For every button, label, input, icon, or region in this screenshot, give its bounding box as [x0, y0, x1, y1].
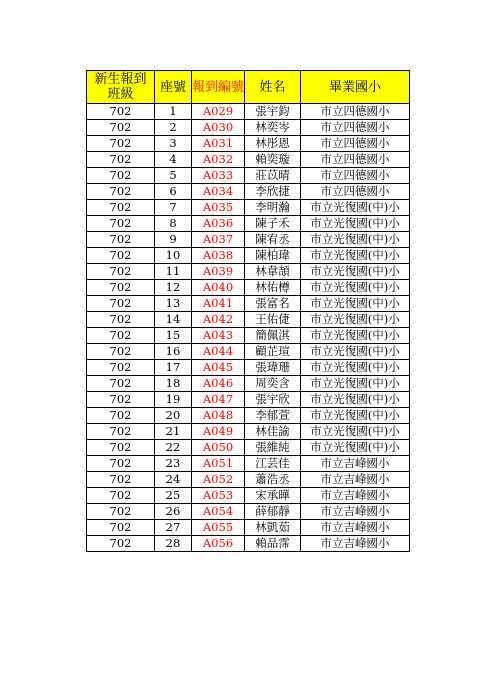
cell-school: 市立光復國(中)小 — [301, 232, 410, 248]
cell-report-no: A056 — [192, 536, 245, 552]
cell-seat: 15 — [155, 328, 192, 344]
table-header — [87, 71, 410, 104]
cell-class: 702 — [87, 392, 155, 408]
table-row — [87, 504, 410, 520]
cell-school: 市立四德國小 — [301, 184, 410, 200]
cell-seat: 14 — [155, 312, 192, 328]
header-name: 姓名 — [245, 71, 301, 104]
table-row — [87, 232, 410, 248]
table-row — [87, 344, 410, 360]
cell-seat: 24 — [155, 472, 192, 488]
cell-seat: 18 — [155, 376, 192, 392]
table-row — [87, 152, 410, 168]
cell-class: 702 — [87, 328, 155, 344]
student-roster-table — [86, 70, 410, 552]
cell-seat: 9 — [155, 232, 192, 248]
cell-report-no: A049 — [192, 424, 245, 440]
cell-seat: 2 — [155, 120, 192, 136]
cell-class: 702 — [87, 184, 155, 200]
cell-seat: 10 — [155, 248, 192, 264]
cell-seat: 16 — [155, 344, 192, 360]
table-row — [87, 184, 410, 200]
cell-report-no: A039 — [192, 264, 245, 280]
cell-school: 市立光復國(中)小 — [301, 264, 410, 280]
cell-school: 市立吉峰國小 — [301, 488, 410, 504]
cell-seat: 26 — [155, 504, 192, 520]
cell-seat: 21 — [155, 424, 192, 440]
cell-school: 市立四德國小 — [301, 104, 410, 120]
cell-name: 林佑樽 — [245, 280, 301, 296]
cell-report-no: A050 — [192, 440, 245, 456]
cell-seat: 7 — [155, 200, 192, 216]
header-report-no: 報到編號 — [192, 71, 245, 104]
header-row — [87, 71, 410, 104]
cell-report-no: A046 — [192, 376, 245, 392]
cell-school: 市立吉峰國小 — [301, 456, 410, 472]
cell-seat: 19 — [155, 392, 192, 408]
table-row — [87, 328, 410, 344]
cell-school: 市立光復國(中)小 — [301, 296, 410, 312]
cell-class: 702 — [87, 536, 155, 552]
cell-name: 李郁萱 — [245, 408, 301, 424]
cell-report-no: A031 — [192, 136, 245, 152]
cell-school: 市立光復國(中)小 — [301, 328, 410, 344]
table-row — [87, 456, 410, 472]
cell-school: 市立吉峰國小 — [301, 472, 410, 488]
cell-name: 陳柏瑋 — [245, 248, 301, 264]
cell-class: 702 — [87, 424, 155, 440]
cell-name: 林奕岑 — [245, 120, 301, 136]
cell-class: 702 — [87, 152, 155, 168]
cell-school: 市立光復國(中)小 — [301, 424, 410, 440]
cell-report-no: A045 — [192, 360, 245, 376]
table-row — [87, 440, 410, 456]
cell-name: 顧芷瑄 — [245, 344, 301, 360]
cell-class: 702 — [87, 472, 155, 488]
cell-name: 江芸佳 — [245, 456, 301, 472]
cell-seat: 12 — [155, 280, 192, 296]
cell-class: 702 — [87, 120, 155, 136]
cell-school: 市立四德國小 — [301, 168, 410, 184]
header-class-line2: 班級 — [107, 87, 134, 102]
cell-report-no: A037 — [192, 232, 245, 248]
table-row — [87, 248, 410, 264]
cell-name: 張富名 — [245, 296, 301, 312]
cell-class: 702 — [87, 200, 155, 216]
table-row — [87, 376, 410, 392]
cell-class: 702 — [87, 488, 155, 504]
cell-name: 張維純 — [245, 440, 301, 456]
cell-class: 702 — [87, 440, 155, 456]
table-row — [87, 408, 410, 424]
cell-seat: 1 — [155, 104, 192, 120]
table-row — [87, 520, 410, 536]
cell-name: 薛郁靜 — [245, 504, 301, 520]
cell-seat: 13 — [155, 296, 192, 312]
cell-seat: 11 — [155, 264, 192, 280]
cell-name: 李欣捷 — [245, 184, 301, 200]
table-row — [87, 280, 410, 296]
cell-school: 市立光復國(中)小 — [301, 344, 410, 360]
cell-class: 702 — [87, 168, 155, 184]
table-row — [87, 392, 410, 408]
table-row — [87, 104, 410, 120]
cell-class: 702 — [87, 408, 155, 424]
cell-report-no: A041 — [192, 296, 245, 312]
cell-class: 702 — [87, 456, 155, 472]
cell-seat: 22 — [155, 440, 192, 456]
cell-school: 市立光復國(中)小 — [301, 200, 410, 216]
cell-report-no: A053 — [192, 488, 245, 504]
cell-name: 賴奕璇 — [245, 152, 301, 168]
cell-school: 市立四德國小 — [301, 136, 410, 152]
cell-name: 蕭浩丞 — [245, 472, 301, 488]
table-row — [87, 200, 410, 216]
table-row — [87, 120, 410, 136]
cell-name: 陳子禾 — [245, 216, 301, 232]
table-row — [87, 264, 410, 280]
cell-class: 702 — [87, 504, 155, 520]
cell-report-no: A054 — [192, 504, 245, 520]
cell-report-no: A038 — [192, 248, 245, 264]
cell-name: 李明瀚 — [245, 200, 301, 216]
cell-name: 張宇鈞 — [245, 104, 301, 120]
cell-report-no: A047 — [192, 392, 245, 408]
cell-name: 林凱茹 — [245, 520, 301, 536]
cell-seat: 8 — [155, 216, 192, 232]
cell-class: 702 — [87, 376, 155, 392]
table-row — [87, 168, 410, 184]
cell-report-no: A030 — [192, 120, 245, 136]
cell-school: 市立光復國(中)小 — [301, 312, 410, 328]
cell-class: 702 — [87, 280, 155, 296]
cell-school: 市立光復國(中)小 — [301, 440, 410, 456]
table-row — [87, 536, 410, 552]
cell-seat: 6 — [155, 184, 192, 200]
cell-school: 市立吉峰國小 — [301, 536, 410, 552]
table-row — [87, 424, 410, 440]
cell-name: 簡佩淇 — [245, 328, 301, 344]
cell-seat: 23 — [155, 456, 192, 472]
cell-report-no: A048 — [192, 408, 245, 424]
cell-class: 702 — [87, 264, 155, 280]
header-school: 畢業國小 — [301, 71, 410, 104]
cell-school: 市立四德國小 — [301, 152, 410, 168]
table-row — [87, 472, 410, 488]
cell-report-no: A043 — [192, 328, 245, 344]
cell-seat: 17 — [155, 360, 192, 376]
cell-school: 市立吉峰國小 — [301, 520, 410, 536]
cell-name: 陳宥丞 — [245, 232, 301, 248]
cell-report-no: A055 — [192, 520, 245, 536]
cell-class: 702 — [87, 136, 155, 152]
cell-class: 702 — [87, 216, 155, 232]
cell-report-no: A034 — [192, 184, 245, 200]
cell-school: 市立光復國(中)小 — [301, 216, 410, 232]
cell-school: 市立光復國(中)小 — [301, 392, 410, 408]
cell-seat: 3 — [155, 136, 192, 152]
header-class — [87, 71, 155, 104]
cell-class: 702 — [87, 232, 155, 248]
cell-report-no: A036 — [192, 216, 245, 232]
cell-school: 市立光復國(中)小 — [301, 248, 410, 264]
cell-report-no: A044 — [192, 344, 245, 360]
cell-name: 周奕含 — [245, 376, 301, 392]
cell-seat: 20 — [155, 408, 192, 424]
cell-report-no: A033 — [192, 168, 245, 184]
cell-seat: 5 — [155, 168, 192, 184]
cell-school: 市立光復國(中)小 — [301, 376, 410, 392]
cell-name: 宋承曄 — [245, 488, 301, 504]
cell-name: 張宇欣 — [245, 392, 301, 408]
cell-class: 702 — [87, 104, 155, 120]
cell-report-no: A029 — [192, 104, 245, 120]
cell-class: 702 — [87, 360, 155, 376]
header-seat: 座號 — [155, 71, 192, 104]
cell-class: 702 — [87, 344, 155, 360]
cell-seat: 28 — [155, 536, 192, 552]
cell-report-no: A051 — [192, 456, 245, 472]
cell-name: 張瑋珊 — [245, 360, 301, 376]
cell-name: 王佑倢 — [245, 312, 301, 328]
cell-name: 莊苡晴 — [245, 168, 301, 184]
cell-name: 賴品霈 — [245, 536, 301, 552]
cell-report-no: A040 — [192, 280, 245, 296]
cell-school: 市立吉峰國小 — [301, 504, 410, 520]
table-row — [87, 360, 410, 376]
cell-school: 市立光復國(中)小 — [301, 280, 410, 296]
cell-seat: 27 — [155, 520, 192, 536]
cell-name: 林佳諭 — [245, 424, 301, 440]
table-row — [87, 216, 410, 232]
cell-report-no: A035 — [192, 200, 245, 216]
table-row — [87, 136, 410, 152]
cell-school: 市立光復國(中)小 — [301, 360, 410, 376]
cell-report-no: A042 — [192, 312, 245, 328]
cell-name: 林韋頡 — [245, 264, 301, 280]
cell-name: 林彤恩 — [245, 136, 301, 152]
cell-school: 市立光復國(中)小 — [301, 408, 410, 424]
cell-seat: 4 — [155, 152, 192, 168]
cell-class: 702 — [87, 312, 155, 328]
cell-school: 市立四德國小 — [301, 120, 410, 136]
table-row — [87, 312, 410, 328]
cell-report-no: A032 — [192, 152, 245, 168]
cell-class: 702 — [87, 520, 155, 536]
cell-seat: 25 — [155, 488, 192, 504]
cell-class: 702 — [87, 248, 155, 264]
table-row — [87, 296, 410, 312]
cell-report-no: A052 — [192, 472, 245, 488]
cell-class: 702 — [87, 296, 155, 312]
header-class-line1: 新生報到 — [94, 72, 147, 87]
table-body — [87, 104, 410, 552]
table-row — [87, 488, 410, 504]
